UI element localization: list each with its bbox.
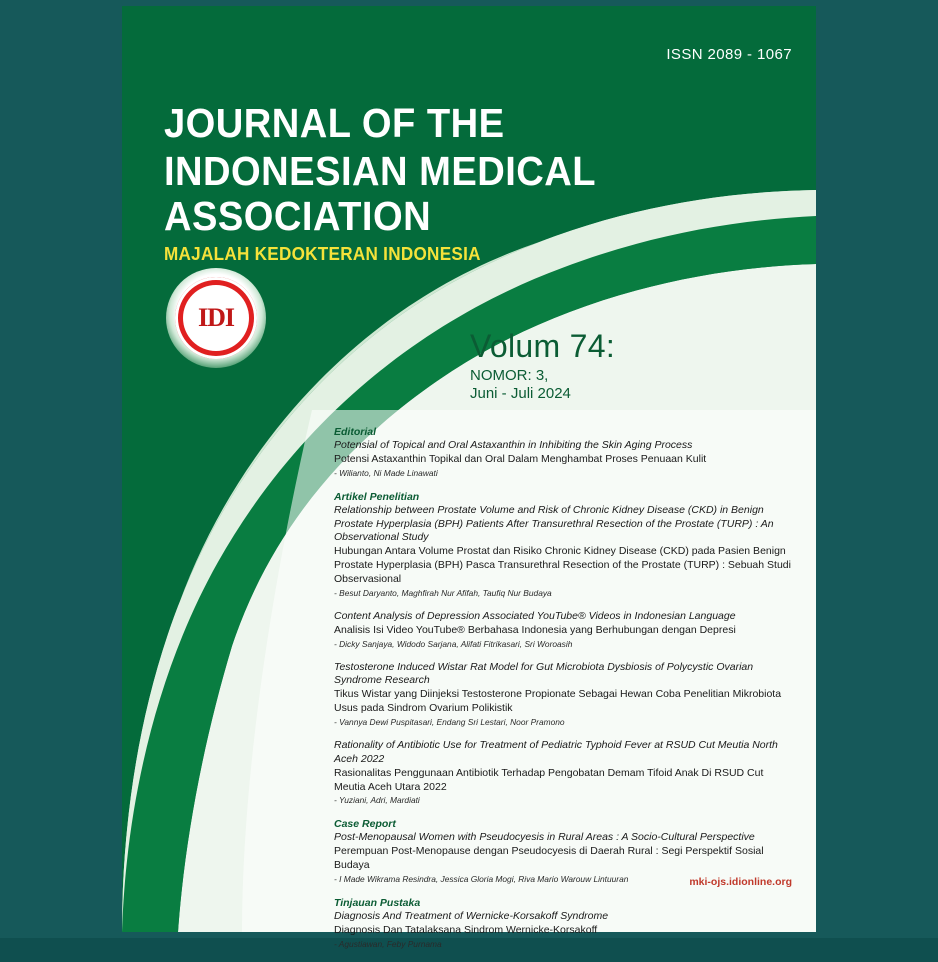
article-authors: - I Made Wikrama Resindra, Jessica Gloria Mogi, Riva Mario Warouw Lintuuran <box>334 874 629 885</box>
article-title-id: Analisis Isi Video YouTube® Berbahasa Indonesia yang Berhubungan dengan Depresi <box>334 623 736 636</box>
toc-section-tinjauan-pustaka <box>334 897 794 949</box>
toc-article <box>334 504 794 598</box>
article-title-en: Content Analysis of Depression Associated YouTube® Videos in Indonesian Language <box>334 609 736 622</box>
article-authors: - Yuziani, Adri, Mardiati <box>334 795 420 806</box>
article-authors: - Dicky Sanjaya, Widodo Sarjana, Alifati Fitrikasari, Sri Woroasih <box>334 638 573 649</box>
toc-section-case-report <box>334 818 794 884</box>
journal-title <box>164 101 794 265</box>
toc-article <box>334 439 794 478</box>
volume-number: Volum 74: <box>470 328 616 364</box>
issue-date: Juni - Juli 2024 <box>470 385 571 402</box>
article-title-id: Diagnosis Dan Tatalaksana Sindrom Wernicke-Korsakoff <box>334 923 598 936</box>
article-title-id: Hubungan Antara Volume Prostat dan Risiko Chronic Kidney Disease (CKD) pada Pasien Benign Prostate Hyperplasia (BPH) Pasca Transurethral Resection of the Prostate (TURP) : Sebuah Studi Observasional <box>334 545 791 586</box>
volume-block <box>470 328 770 402</box>
article-authors: - Agustiawan, Feby Purnama <box>334 938 442 949</box>
logo-inner-circle <box>183 285 249 351</box>
section-heading: Editorial <box>334 426 377 438</box>
toc-article <box>334 739 794 805</box>
article-title-id: Tikus Wistar yang Diinjeksi Testosterone Propionate Sebagai Hewan Coba Penelitian Mikrobiota Usus pada Sindrom Ovarium Polikistik <box>334 688 782 715</box>
article-title-en: Diagnosis And Treatment of Wernicke-Korsakoff Syndrome <box>334 910 609 923</box>
logo-text: IDI <box>197 303 234 332</box>
toc-section-artikel-penelitian <box>334 491 794 806</box>
idi-logo-icon <box>166 268 266 368</box>
article-title-id: Rasionalitas Penggunaan Antibiotik Terhadap Pengobatan Demam Tifoid Anak Di RSUD Cut Meutia Aceh Utara 2022 <box>334 766 764 793</box>
toc-article <box>334 661 794 727</box>
toc-section-editorial <box>334 426 794 478</box>
cover-sheet <box>122 6 816 949</box>
journal-subtitle: MAJALAH KEDOKTERAN INDONESIA <box>164 243 481 264</box>
article-title-id: Perempuan Post-Menopause dengan Pseudocyesis di Daerah Rural : Segi Perspektif Sosial Budaya <box>334 845 764 872</box>
article-title-en: Relationship between Prostate Volume and Risk of Chronic Kidney Disease (CKD) in Benign Prostate Hyperplasia (BPH) Patients After Transurethral Resection of the Prostate (TURP) : An Observational Study <box>334 503 774 544</box>
title-line-1: JOURNAL OF THE <box>164 100 505 146</box>
article-title-en: Rationality of Antibiotic Use for Treatment of Pediatric Typhoid Fever at RSUD Cut Meutia North Aceh 2022 <box>334 739 778 765</box>
section-heading: Case Report <box>334 818 396 831</box>
toc-article <box>334 910 794 949</box>
section-heading: Artikel Penelitian <box>334 490 420 503</box>
article-title-en: Testosterone Induced Wistar Rat Model for Gut Microbiota Dysbiosis of Polycystic Ovarian Syndrome Research <box>334 660 754 687</box>
issn-text: ISSN 2089 - 1067 <box>666 46 792 63</box>
article-authors: - Wilianto, Ni Made Linawati <box>334 467 438 478</box>
journal-website-url[interactable]: mki-ojs.idionline.org <box>689 876 792 888</box>
article-authors: - Besut Daryanto, Maghfirah Nur Afifah, Taufiq Nur Budaya <box>334 587 552 598</box>
article-title-en: Post-Menopausal Women with Pseudocyesis in Rural Areas : A Socio-Cultural Perspective <box>334 831 755 844</box>
article-title-id: Potensi Astaxanthin Topikal dan Oral Dalam Menghambat Proses Penuaan Kulit <box>334 452 707 465</box>
article-authors: - Vannya Dewi Puspitasari, Endang Sri Lestari, Noor Pramono <box>334 717 565 728</box>
toc-article <box>334 610 794 649</box>
issue-number: NOMOR: 3, <box>470 367 549 384</box>
title-line-2: INDONESIAN MEDICAL ASSOCIATION <box>164 148 596 239</box>
section-heading: Tinjauan Pustaka <box>334 897 421 910</box>
article-title-en: Potensial of Topical and Oral Astaxanthin in Inhibiting the Skin Aging Process <box>334 439 693 451</box>
